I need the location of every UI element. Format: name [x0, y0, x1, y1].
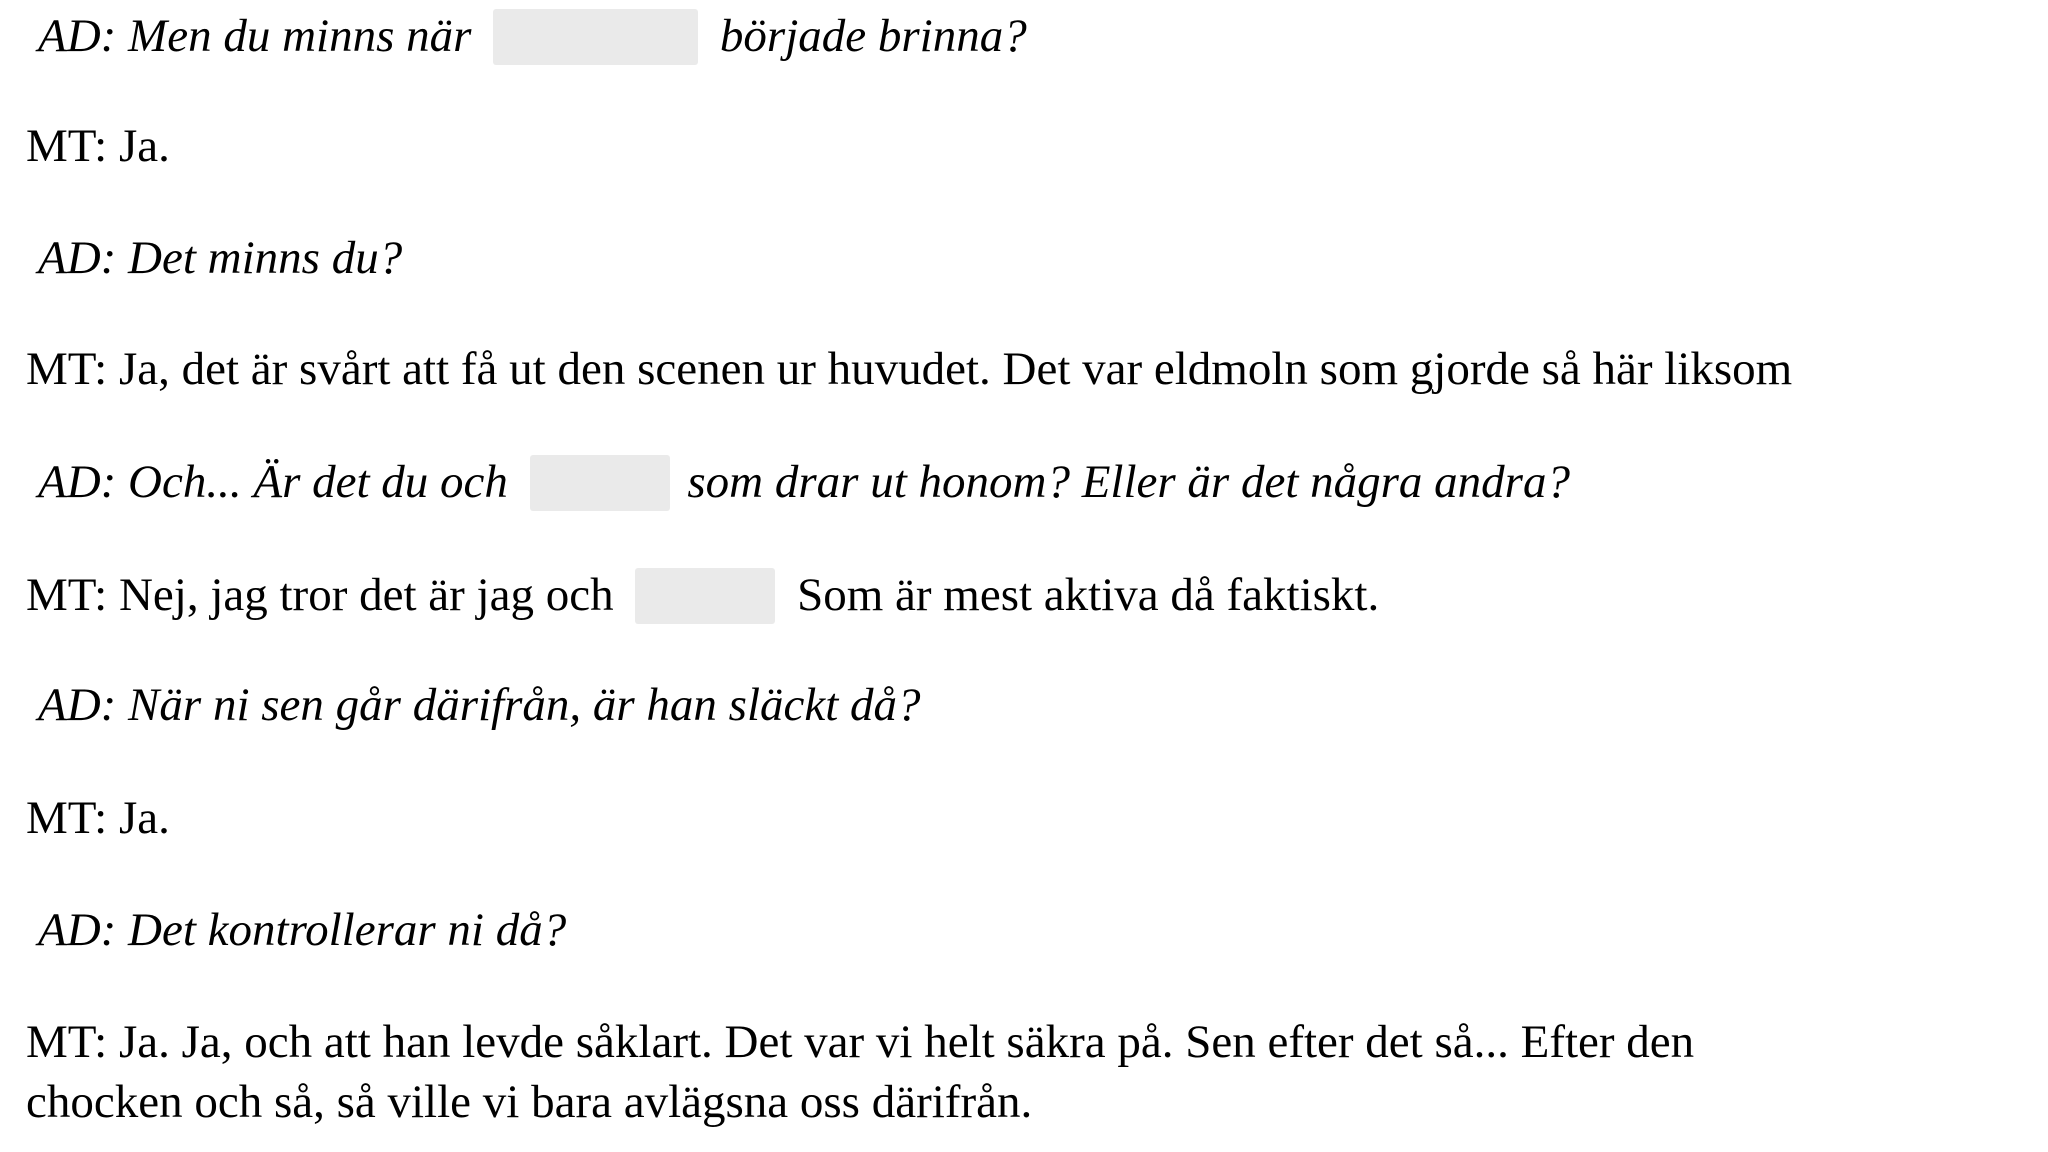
line-mt-3-after: Som är mest aktiva då faktiskt.	[797, 569, 1380, 621]
line-ad-3	[38, 452, 1570, 512]
line-ad-3-after: som drar ut honom? Eller är det några andra?	[687, 456, 1570, 508]
line-ad-1	[38, 6, 1027, 66]
line-ad-1-before: AD: Men du minns när	[38, 10, 472, 62]
line-mt-5-row-2: chocken och så, så ville vi bara avlägsna oss därifrån.	[26, 1076, 1033, 1128]
line-ad-5: AD: Det kontrollerar ni då?	[38, 904, 567, 956]
line-mt-5-row-1: MT: Ja. Ja, och att han levde såklart. Det var vi helt säkra på. Sen efter det så... Efter den	[26, 1016, 1695, 1068]
line-mt-1: MT: Ja.	[26, 120, 170, 172]
line-mt-2: MT: Ja, det är svårt att få ut den scenen ur huvudet. Det var eldmoln som gjorde så här liksom	[26, 343, 1793, 395]
line-mt-3-before: MT: Nej, jag tror det är jag och	[26, 569, 614, 621]
line-mt-4: MT: Ja.	[26, 792, 170, 844]
line-ad-1-after: började brinna?	[719, 10, 1027, 62]
line-ad-4: AD: När ni sen går därifrån, är han släckt då?	[38, 679, 921, 731]
line-mt-5	[26, 1012, 1694, 1132]
redaction-block	[635, 568, 775, 624]
redaction-block	[530, 455, 670, 511]
redaction-block	[493, 9, 698, 65]
line-ad-3-before: AD: Och... Är det du och	[38, 456, 508, 508]
line-ad-2: AD: Det minns du?	[38, 232, 403, 284]
line-mt-3	[26, 565, 1379, 625]
